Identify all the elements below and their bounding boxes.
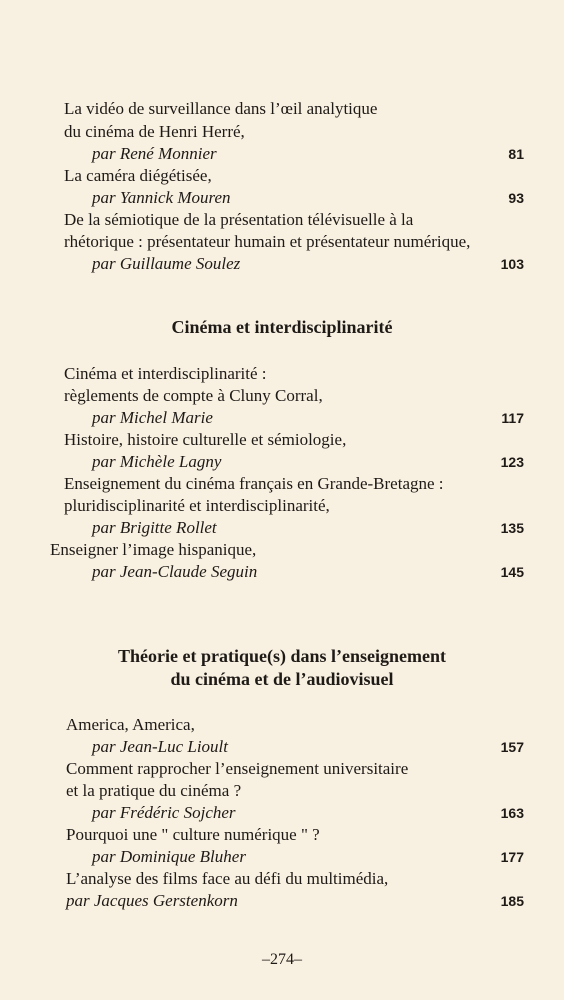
entry-title-line: La vidéo de surveillance dans l’œil analytique <box>64 99 378 118</box>
entry-author: par Brigitte Rollet <box>92 518 217 537</box>
entry-author: par Yannick Mouren <box>92 188 231 207</box>
entry-author: par Jean-Claude Seguin <box>92 562 258 581</box>
page-folio: –274– <box>262 951 302 968</box>
entry-page-number: 177 <box>500 849 524 865</box>
entry-title-line: et la pratique du cinéma ? <box>66 781 242 800</box>
entry-author: par Frédéric Sojcher <box>92 803 236 822</box>
entry-page-number: 135 <box>500 520 524 536</box>
entry-title-line: Enseignement du cinéma français en Grande-Bretagne : <box>64 474 444 493</box>
entry-author: par Jacques Gerstenkorn <box>66 891 238 910</box>
entry-author: par Dominique Bluher <box>92 847 246 866</box>
entry-author: par René Monnier <box>92 144 217 163</box>
entry-page-number: 123 <box>500 454 524 470</box>
entry-title-line: L’analyse des films face au défi du multimédia, <box>66 869 389 888</box>
entry-title-line: du cinéma de Henri Herré, <box>64 122 245 141</box>
entry-title-line: Comment rapprocher l’enseignement universitaire <box>66 759 409 778</box>
entry-page-number: 185 <box>500 893 524 909</box>
entry-title-line: Histoire, histoire culturelle et sémiologie, <box>64 430 347 449</box>
section-heading: Cinéma et interdisciplinarité <box>171 317 393 337</box>
entry-page-number: 145 <box>500 564 524 580</box>
entry-page-number: 157 <box>500 739 524 755</box>
entry-title-line: Cinéma et interdisciplinarité : <box>64 364 267 383</box>
entry-author: par Michel Marie <box>92 408 213 427</box>
entry-title-line: De la sémiotique de la présentation télévisuelle à la <box>64 210 414 229</box>
section-heading: Théorie et pratique(s) dans l’enseignement <box>118 646 446 666</box>
section-heading: du cinéma et de l’audiovisuel <box>170 669 394 689</box>
entry-page-number: 93 <box>508 190 524 206</box>
entry-title-line: rhétorique : présentateur humain et présentateur numérique, <box>64 232 471 251</box>
entry-title-line: Pourquoi une " culture numérique " ? <box>66 825 320 844</box>
entry-page-number: 81 <box>508 146 524 162</box>
entry-title-line: Enseigner l’image hispanique, <box>50 540 257 559</box>
entry-page-number: 117 <box>501 410 524 426</box>
entry-author: par Jean-Luc Lioult <box>92 737 228 756</box>
entry-title-line: règlements de compte à Cluny Corral, <box>64 386 323 405</box>
entry-page-number: 103 <box>500 256 524 272</box>
entry-title-line: pluridisciplinarité et interdisciplinarité, <box>64 496 330 515</box>
entry-title-line: La caméra diégétisée, <box>64 166 212 185</box>
entry-page-number: 163 <box>500 805 524 821</box>
entry-title-line: America, America, <box>66 715 195 734</box>
entry-author: par Guillaume Soulez <box>92 254 241 273</box>
entry-author: par Michèle Lagny <box>92 452 222 471</box>
